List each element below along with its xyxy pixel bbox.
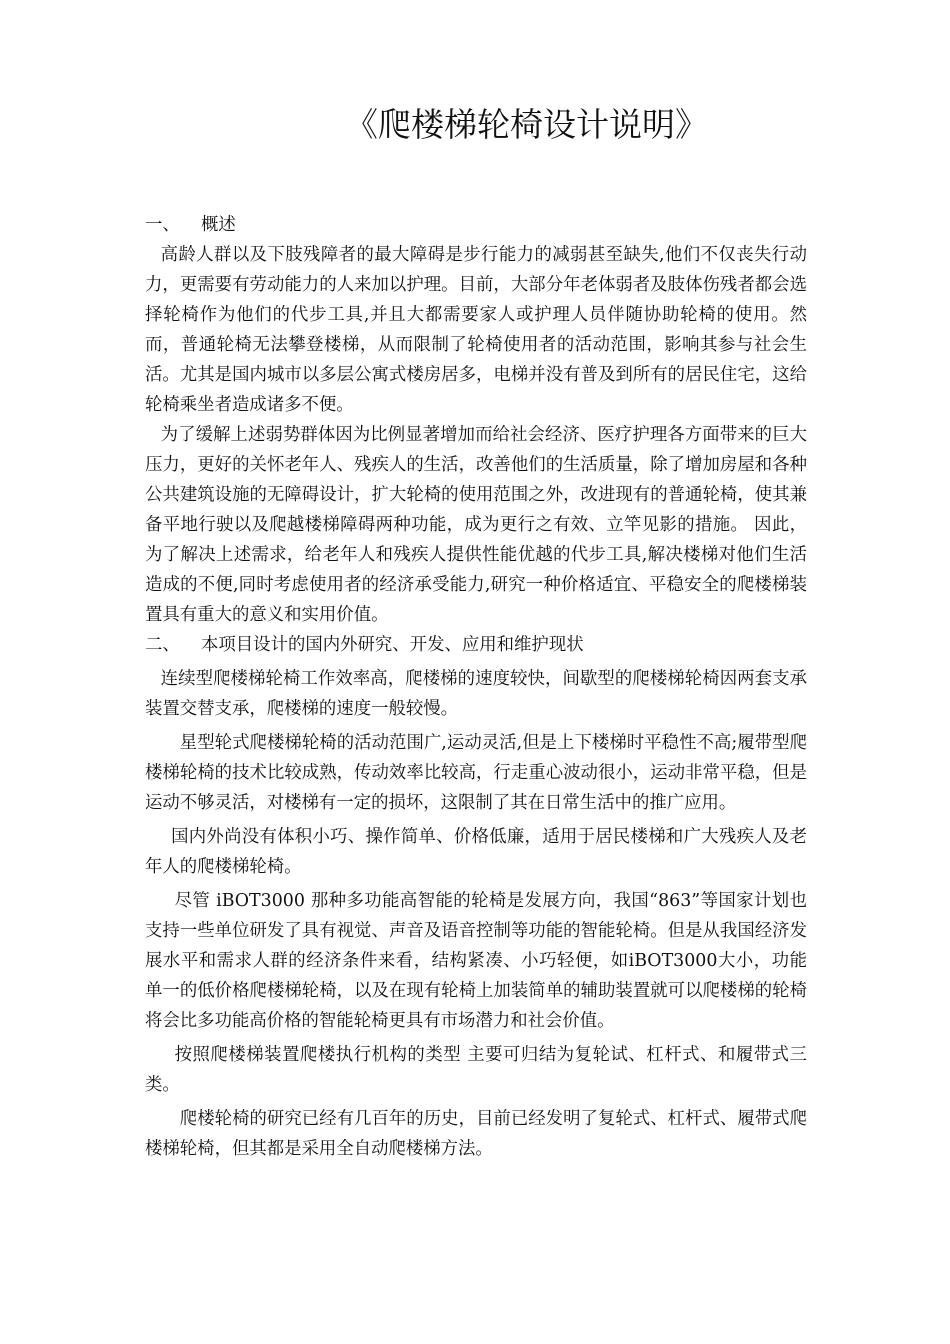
section-heading-status [145, 630, 807, 660]
paragraph: 为了缓解上述弱势群体因为比例显著增加而给社会经济、医疗护理各方面带来的巨大压力，更好的关怀老年人、残疾人的生活，改善他们的生活质量，除了增加房屋和各种公共建筑设施的无障碍设计，扩大轮椅的使用范围之外，改进现有的普通轮椅，使其兼备平地行驶以及爬越楼梯障碍两种功能，成为更行之有效、立竿见影的措施。 因此，为了解决上述需求，给老年人和残疾人提供性能优越的代步工具,解决楼梯对他们生活造成的不便,同时考虑使用者的经济承受能力,研究一种价格适宜、平稳安全的爬楼梯装置具有重大的意义和实用价值。 [145, 425, 807, 625]
section-number: 二、 [145, 635, 180, 655]
section-number: 一、 [145, 215, 180, 235]
paragraph: 高龄人群以及下肢残障者的最大障碍是步行能力的减弱甚至缺失,他们不仅丧失行动力，更需要有劳动能力的人来加以护理。目前，大部分年老体弱者及肢体伤残者都会选择轮椅作为他们的代步工具,并且大都需要家人或护理人员伴随协助轮椅的使用。然而，普通轮椅无法攀登楼梯，从而限制了轮椅使用者的活动范围，影响其参与社会生活。尤其是国内城市以多层公寓式楼房居多，电梯并没有普及到所有的居民住宅，这给轮椅乘坐者造成诸多不便。 [145, 245, 807, 415]
section-heading-overview [145, 210, 807, 240]
document-title: 《爬楼梯轮椅设计说明》 [345, 105, 708, 144]
paragraph: 国内外尚没有体积小巧、操作简单、价格低廉，适用于居民楼梯和广大残疾人及老年人的爬楼梯轮椅。 [145, 827, 807, 877]
paragraph: 爬楼轮椅的研究已经有几百年的历史，目前已经发明了复轮式、杠杆式、履带式爬楼梯轮椅，但其都是采用全自动爬楼梯方法。 [145, 1109, 807, 1159]
section-title: 概述 [201, 215, 236, 235]
paragraph: 连续型爬楼梯轮椅工作效率高，爬楼梯的速度较快，间歇型的爬楼梯轮椅因两套支承装置交替支承，爬楼梯的速度一般较慢。 [145, 669, 807, 719]
paragraph: 尽管 iBOT3000 那种多功能高智能的轮椅是发展方向，我国“863”等国家计划也支持一些单位研发了具有视觉、声音及语音控制等功能的智能轮椅。但是从我国经济发展水平和需求人群的经济条件来看，结构紧凑、小巧轻便，如iBOT3000大小，功能单一的低价格爬楼梯轮椅，以及在现有轮椅上加装简单的辅助装置就可以爬楼梯的轮椅将会比多功能高价格的智能轮椅更具有市场潜力和社会价值。 [145, 891, 807, 1031]
section-title: 本项目设计的国内外研究、开发、应用和维护现状 [201, 635, 584, 655]
document-body [145, 210, 807, 1164]
paragraph: 星型轮式爬楼梯轮椅的活动范围广,运动灵活,但是上下楼梯时平稳性不高;履带型爬楼梯轮椅的技术比较成熟，传动效率比较高，行走重心波动很小，运动非常平稳，但是运动不够灵活，对楼梯有一定的损坏，这限制了其在日常生活中的推广应用。 [145, 733, 807, 813]
paragraph: 按照爬楼梯装置爬楼执行机构的类型 主要可归结为复轮试、杠杆式、和履带式三类。 [145, 1045, 807, 1095]
